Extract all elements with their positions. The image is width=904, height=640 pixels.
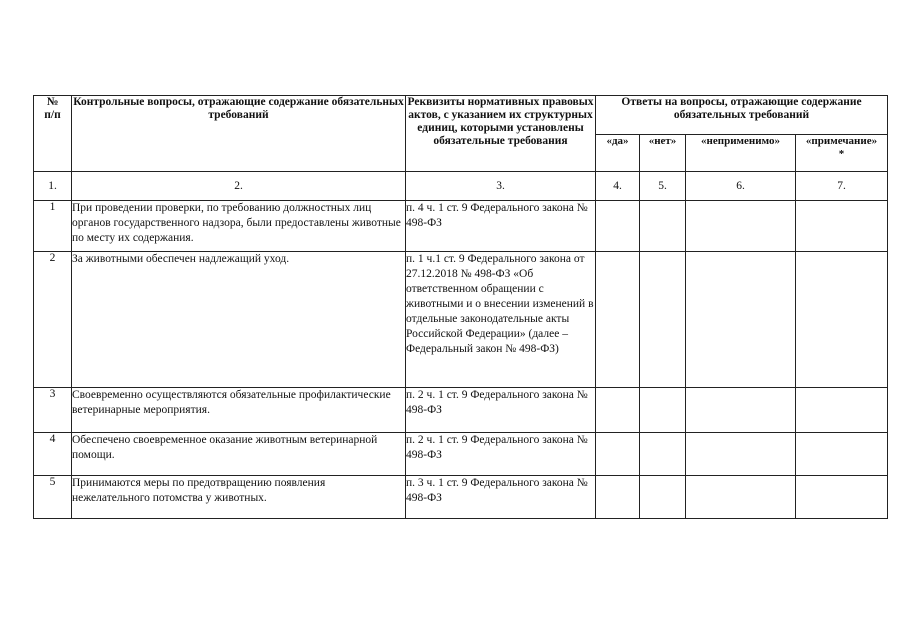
row-number: 2 xyxy=(34,252,72,388)
row-question: Обеспечено своевременное оказание животным ветеринарной помощи. xyxy=(72,433,406,476)
column-index-cell: 2. xyxy=(72,172,406,201)
answer-yes-cell[interactable] xyxy=(596,476,640,519)
column-index-cell: 7. xyxy=(796,172,888,201)
answer-not-applicable-cell[interactable] xyxy=(686,201,796,252)
row-number: 5 xyxy=(34,476,72,519)
answer-note-cell[interactable] xyxy=(796,433,888,476)
header-answer-yes: «да» xyxy=(596,135,640,172)
table-row xyxy=(34,201,888,252)
table-row xyxy=(34,252,888,388)
column-index-cell: 1. xyxy=(34,172,72,201)
answer-no-cell[interactable] xyxy=(640,476,686,519)
answer-not-applicable-cell[interactable] xyxy=(686,388,796,433)
header-answer-no: «нет» xyxy=(640,135,686,172)
row-requisite: п. 4 ч. 1 ст. 9 Федерального закона № 498-ФЗ xyxy=(406,201,596,252)
header-answers: Ответы на вопросы, отражающие содержание обязательных требований xyxy=(596,96,888,135)
answer-note-cell[interactable] xyxy=(796,388,888,433)
answer-not-applicable-cell[interactable] xyxy=(686,252,796,388)
row-requisite: п. 2 ч. 1 ст. 9 Федерального закона № 498-ФЗ xyxy=(406,433,596,476)
answer-yes-cell[interactable] xyxy=(596,252,640,388)
column-index-row xyxy=(34,172,888,201)
row-number: 4 xyxy=(34,433,72,476)
row-number: 1 xyxy=(34,201,72,252)
column-index-cell: 3. xyxy=(406,172,596,201)
answer-note-cell[interactable] xyxy=(796,252,888,388)
answer-not-applicable-cell[interactable] xyxy=(686,476,796,519)
answer-no-cell[interactable] xyxy=(640,388,686,433)
answer-note-cell[interactable] xyxy=(796,476,888,519)
answer-yes-cell[interactable] xyxy=(596,433,640,476)
row-requisite: п. 2 ч. 1 ст. 9 Федерального закона № 498-ФЗ xyxy=(406,388,596,433)
answer-yes-cell[interactable] xyxy=(596,201,640,252)
answer-not-applicable-cell[interactable] xyxy=(686,433,796,476)
table-row xyxy=(34,388,888,433)
column-index-cell: 6. xyxy=(686,172,796,201)
row-question: Своевременно осуществляются обязательные профилактические ветеринарные мероприятия. xyxy=(72,388,406,433)
table-row xyxy=(34,433,888,476)
header-answer-note: «примечание» * xyxy=(796,135,888,172)
header-row xyxy=(34,96,888,135)
header-requisites: Реквизиты нормативных правовых актов, с указанием их структурных единиц, которыми установлены обязательные требования xyxy=(406,96,596,172)
row-question: При проведении проверки, по требованию должностных лиц органов государственного надзора, были предоставлены животные по месту их содержания. xyxy=(72,201,406,252)
row-question: Принимаются меры по предотвращению появления нежелательного потомства у животных. xyxy=(72,476,406,519)
column-index-cell: 5. xyxy=(640,172,686,201)
row-requisite: п. 3 ч. 1 ст. 9 Федерального закона № 498-ФЗ xyxy=(406,476,596,519)
header-num: № п/п xyxy=(34,96,72,172)
checklist-table xyxy=(33,95,888,519)
row-number: 3 xyxy=(34,388,72,433)
answer-no-cell[interactable] xyxy=(640,252,686,388)
table-row xyxy=(34,476,888,519)
column-index-cell: 4. xyxy=(596,172,640,201)
answer-yes-cell[interactable] xyxy=(596,388,640,433)
answer-no-cell[interactable] xyxy=(640,433,686,476)
answer-note-cell[interactable] xyxy=(796,201,888,252)
header-answer-not-applicable: «неприменимо» xyxy=(686,135,796,172)
answer-no-cell[interactable] xyxy=(640,201,686,252)
row-question: За животными обеспечен надлежащий уход. xyxy=(72,252,406,388)
row-requisite: п. 1 ч.1 ст. 9 Федерального закона от 27.12.2018 № 498-ФЗ «Об ответственном обращении с животными и о внесении изменений в отдельные законодательные акты Российской Федерации» (далее – Федеральный закон № 498-ФЗ) xyxy=(406,252,596,388)
header-questions: Контрольные вопросы, отражающие содержание обязательных требований xyxy=(72,96,406,172)
